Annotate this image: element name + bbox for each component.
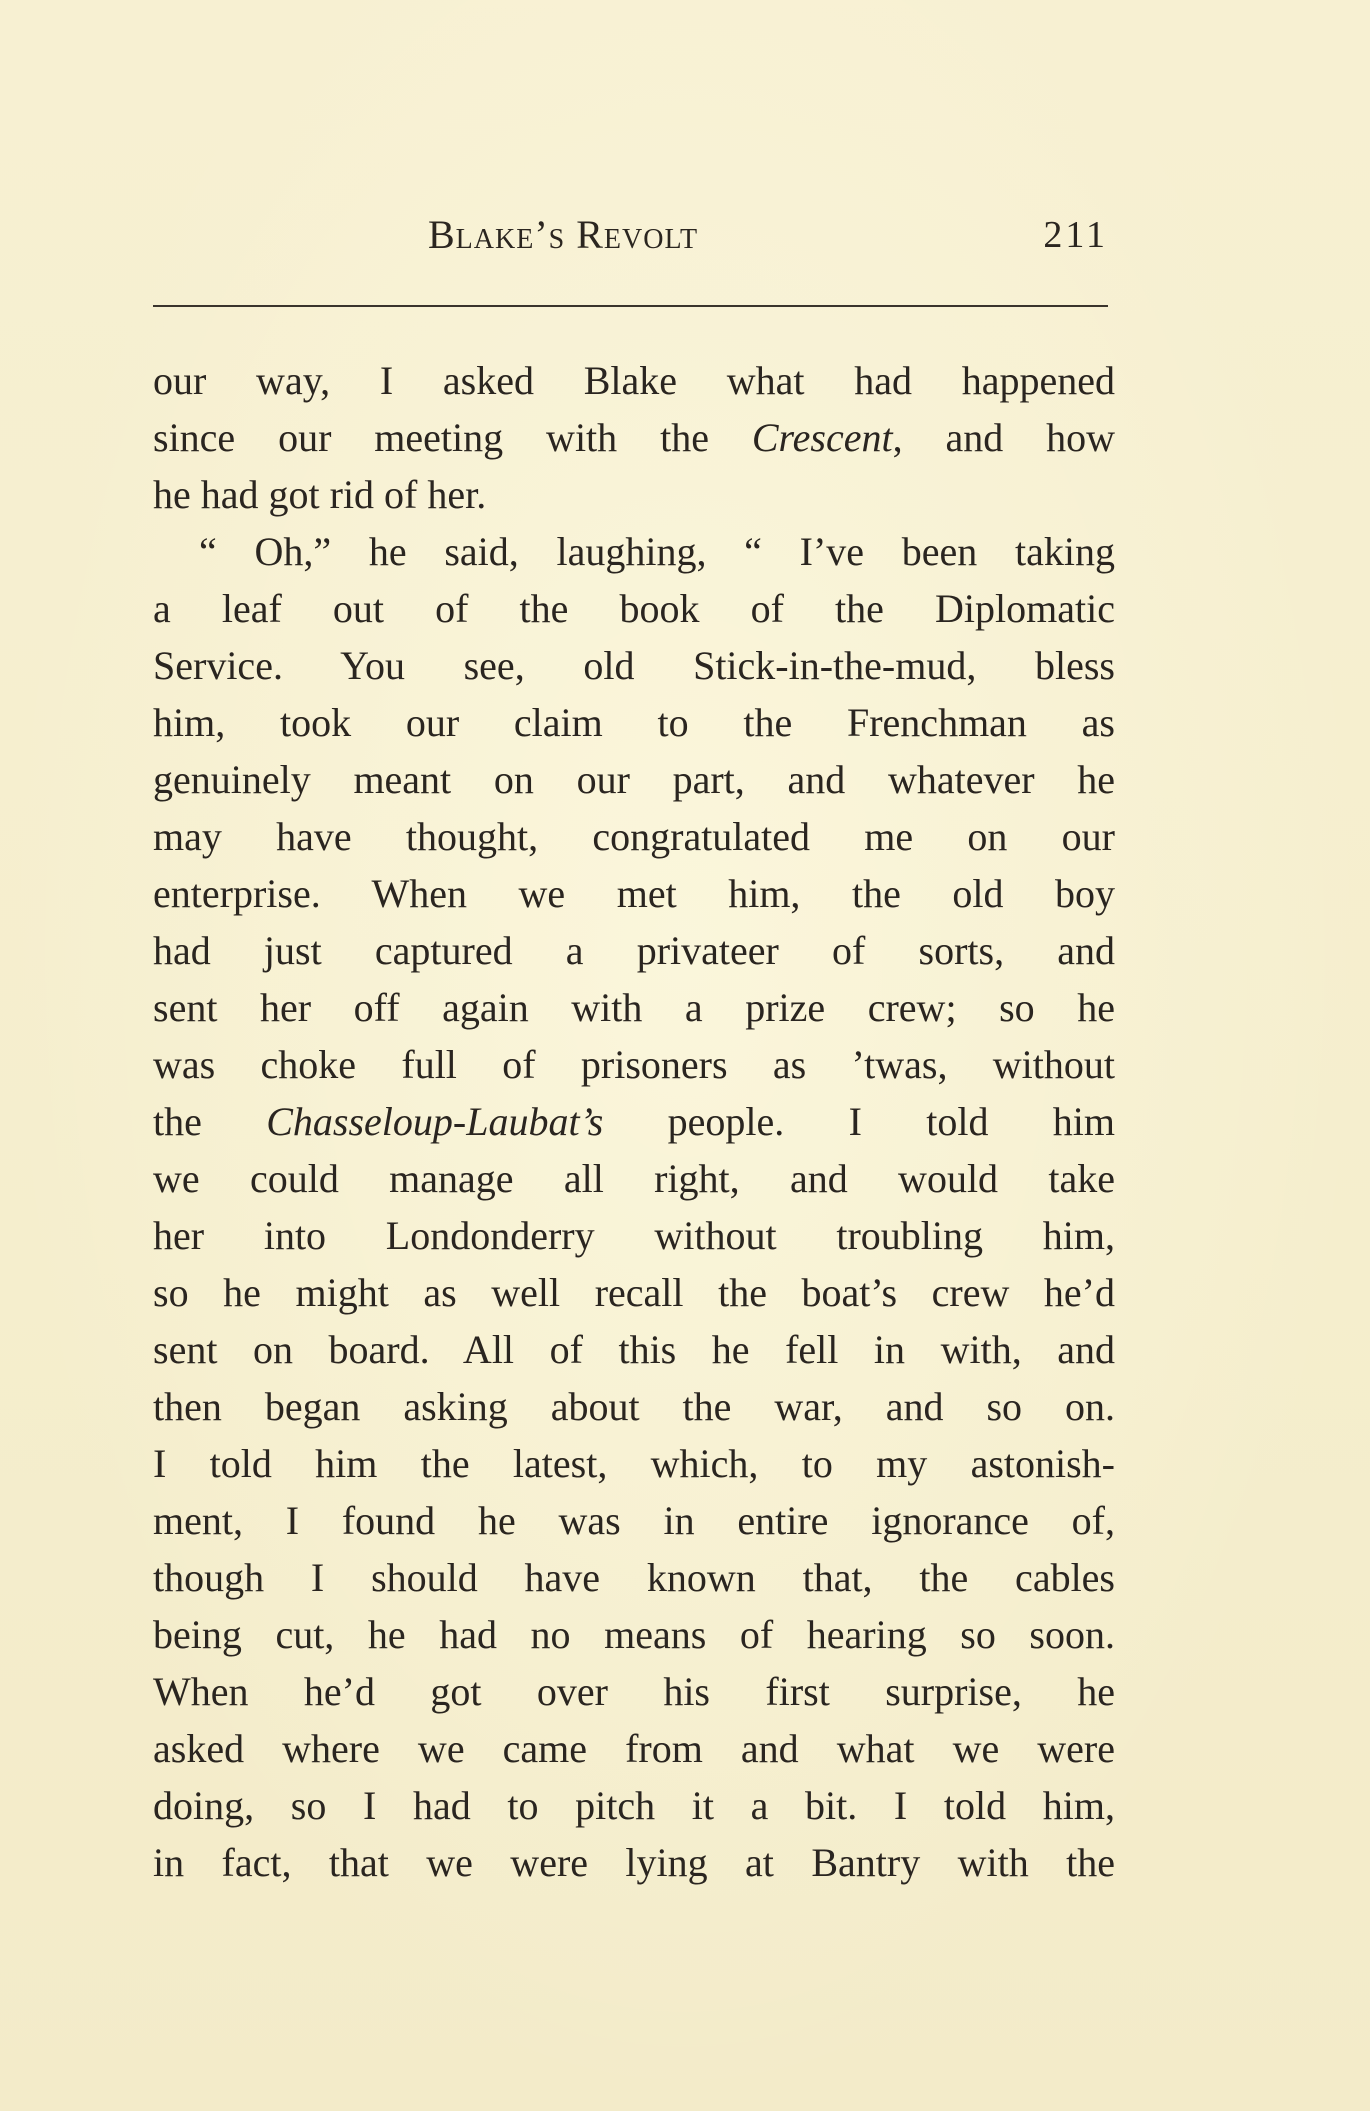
text-line	[153, 1150, 1115, 1207]
text-line	[153, 751, 1115, 808]
text-segment: had just captured a privateer of sorts, and	[153, 928, 1115, 973]
italic-text: Crescent	[751, 415, 893, 460]
body-text	[153, 352, 1115, 1891]
text-segment: then began asking about the war, and so on.	[153, 1384, 1115, 1429]
text-segment: in fact, that we were lying at Bantry with the	[153, 1840, 1115, 1885]
text-line	[153, 1720, 1115, 1777]
text-segment: though I should have known that, the cables	[153, 1555, 1115, 1600]
text-line	[153, 808, 1115, 865]
text-line	[153, 865, 1115, 922]
running-header	[150, 205, 1112, 265]
text-line	[153, 1606, 1115, 1663]
text-segment: he had got rid of her.	[153, 472, 487, 517]
text-segment: Service. You see, old Stick-in-the-mud, bless	[153, 643, 1115, 688]
text-segment: enterprise. When we met him, the old boy	[153, 871, 1115, 916]
text-segment: him, took our claim to the Frenchman as	[153, 700, 1115, 745]
text-segment: doing, so I had to pitch it a bit. I told him,	[153, 1783, 1115, 1828]
text-segment: the	[153, 1099, 267, 1144]
text-segment: her into Londonderry without troubling him,	[153, 1213, 1115, 1258]
text-segment: may have thought, congratulated me on our	[153, 814, 1115, 859]
text-segment: asked where we came from and what we were	[153, 1726, 1115, 1771]
text-line	[153, 1663, 1115, 1720]
text-line	[153, 637, 1115, 694]
text-segment: we could manage all right, and would take	[153, 1156, 1115, 1201]
text-line	[153, 1549, 1115, 1606]
text-line	[153, 1492, 1115, 1549]
text-segment: sent on board. All of this he fell in with, and	[153, 1327, 1115, 1372]
text-line	[153, 409, 1115, 466]
text-segment: When he’d got over his first surprise, he	[153, 1669, 1115, 1714]
text-segment: being cut, he had no means of hearing so soon.	[153, 1612, 1115, 1657]
text-line	[153, 1834, 1115, 1891]
italic-text: Chasseloup-Laubat’s	[266, 1099, 604, 1144]
text-line	[153, 1036, 1115, 1093]
text-line	[153, 352, 1115, 409]
text-segment: was choke full of prisoners as ’twas, without	[153, 1042, 1115, 1087]
text-line	[153, 1264, 1115, 1321]
text-line	[153, 580, 1115, 637]
text-segment: a leaf out of the book of the Diplomatic	[153, 586, 1115, 631]
text-line	[153, 1207, 1115, 1264]
text-segment: genuinely meant on our part, and whatever he	[153, 757, 1115, 802]
text-line	[153, 694, 1115, 751]
text-line	[153, 1777, 1115, 1834]
text-segment: I told him the latest, which, to my astonish-	[153, 1441, 1115, 1486]
text-line	[153, 1093, 1115, 1150]
text-segment: , and how	[892, 415, 1116, 460]
text-segment: so he might as well recall the boat’s crew he’d	[153, 1270, 1115, 1315]
text-line	[153, 1378, 1115, 1435]
text-line	[153, 922, 1115, 979]
text-line	[153, 466, 1115, 523]
text-segment: people. I told him	[603, 1099, 1115, 1144]
text-segment: sent her off again with a prize crew; so he	[153, 985, 1115, 1030]
running-title: Blake’s Revolt	[428, 212, 699, 257]
text-segment: since our meeting with the	[153, 415, 752, 460]
text-line	[153, 979, 1115, 1036]
text-line	[153, 1435, 1115, 1492]
page-number: 211	[1043, 214, 1108, 256]
text-line	[153, 1321, 1115, 1378]
text-line	[153, 523, 1115, 580]
text-segment: our way, I asked Blake what had happened	[153, 358, 1115, 403]
text-segment: “ Oh,” he said, laughing, “ I’ve been taking	[199, 529, 1115, 574]
header-rule	[153, 305, 1108, 307]
text-segment: ment, I found he was in entire ignorance of,	[153, 1498, 1115, 1543]
